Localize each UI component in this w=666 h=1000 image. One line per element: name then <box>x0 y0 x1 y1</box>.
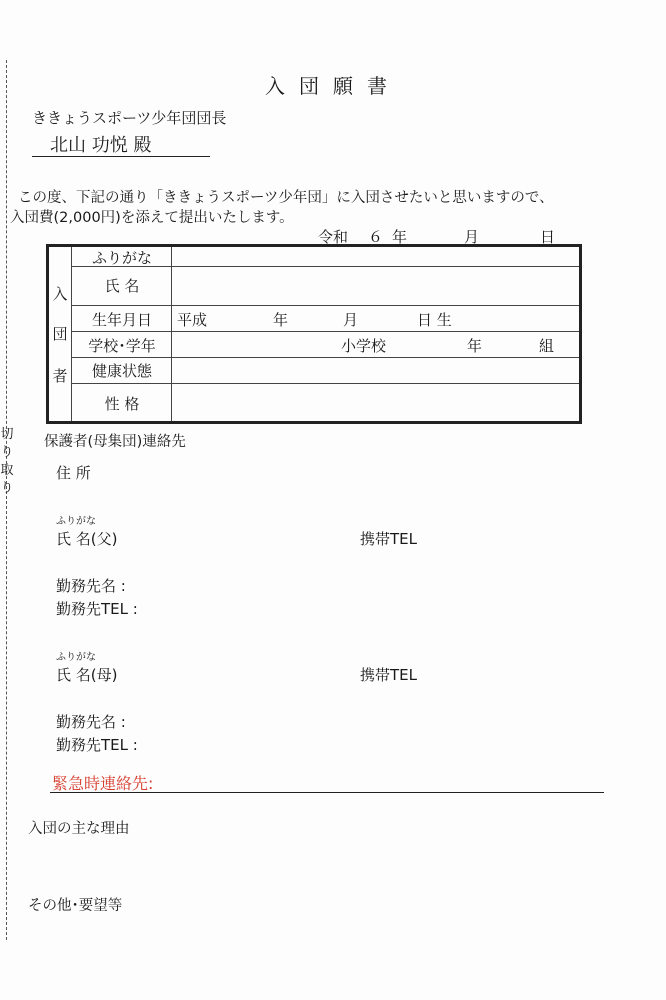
side-label-1: 入 <box>52 285 68 303</box>
father-work-name-label: 勤務先名 : <box>56 577 126 595</box>
mother-work-tel-label: 勤務先TEL : <box>56 736 138 754</box>
mother-mobile-label: 携帯TEL <box>360 666 417 684</box>
father-work-tel-label: 勤務先TEL : <box>56 600 138 618</box>
cut-label: 切り取り <box>0 427 14 496</box>
birthdate-label: 生年月日 <box>91 311 152 329</box>
recipient-name: 北山 功悦 殿 <box>32 131 210 157</box>
personality-label: 性 格 <box>104 395 140 413</box>
father-mobile-label: 携帯TEL <box>360 530 417 548</box>
name-label: 氏 名 <box>104 277 140 295</box>
emergency-contact-label: 緊急時連絡先: <box>52 774 154 793</box>
addressee: ききょうスポーツ少年団団長 <box>32 109 227 127</box>
side-label-2: 団 <box>52 325 68 343</box>
school-grade-label: 学校･学年 <box>88 337 156 355</box>
school-suffix: 小学校 <box>341 337 387 355</box>
other-label: その他･要望等 <box>28 898 123 914</box>
row-divider <box>71 357 579 358</box>
emergency-underline <box>50 792 604 793</box>
birth-year-unit: 年 <box>273 311 289 329</box>
row-divider <box>71 383 579 384</box>
mother-work-name-label: 勤務先名 : <box>56 713 126 731</box>
side-label-3: 者 <box>52 367 68 385</box>
applicant-table <box>46 244 582 424</box>
date-year: ６ <box>368 228 384 246</box>
birth-month-unit: 月 <box>343 311 359 329</box>
class-suffix: 組 <box>539 337 555 355</box>
page-title: 入団願書 <box>265 74 401 98</box>
intro-line-2: 入団費(2,000円)を添えて提出いたします。 <box>10 210 294 226</box>
row-divider <box>71 305 579 306</box>
cut-line <box>6 60 7 940</box>
grade-suffix: 年 <box>467 337 483 355</box>
birth-era: 平成 <box>177 311 208 329</box>
father-ruby: ふりがな <box>56 516 96 527</box>
mother-ruby: ふりがな <box>56 652 96 663</box>
date-year-unit: 年 <box>392 228 408 246</box>
mother-name-label: 氏 名(母) <box>56 666 118 684</box>
father-name-label: 氏 名(父) <box>56 530 118 548</box>
health-label: 健康状態 <box>91 362 152 380</box>
furigana-label: ふりがな <box>91 249 152 267</box>
birth-day-unit: 日 生 <box>417 311 452 329</box>
date-month-unit: 月 <box>464 228 480 246</box>
intro-line-1: この度、下記の通り「ききょうスポーツ少年団」に入団させたいと思いますので、 <box>18 190 554 206</box>
date-era: 令和 <box>318 228 349 246</box>
date-day-unit: 日 <box>540 228 556 246</box>
address-label: 住 所 <box>56 464 91 482</box>
reason-label: 入団の主な理由 <box>28 821 130 837</box>
row-divider <box>71 331 579 332</box>
guardian-heading: 保護者(母集団)連絡先 <box>44 434 186 450</box>
